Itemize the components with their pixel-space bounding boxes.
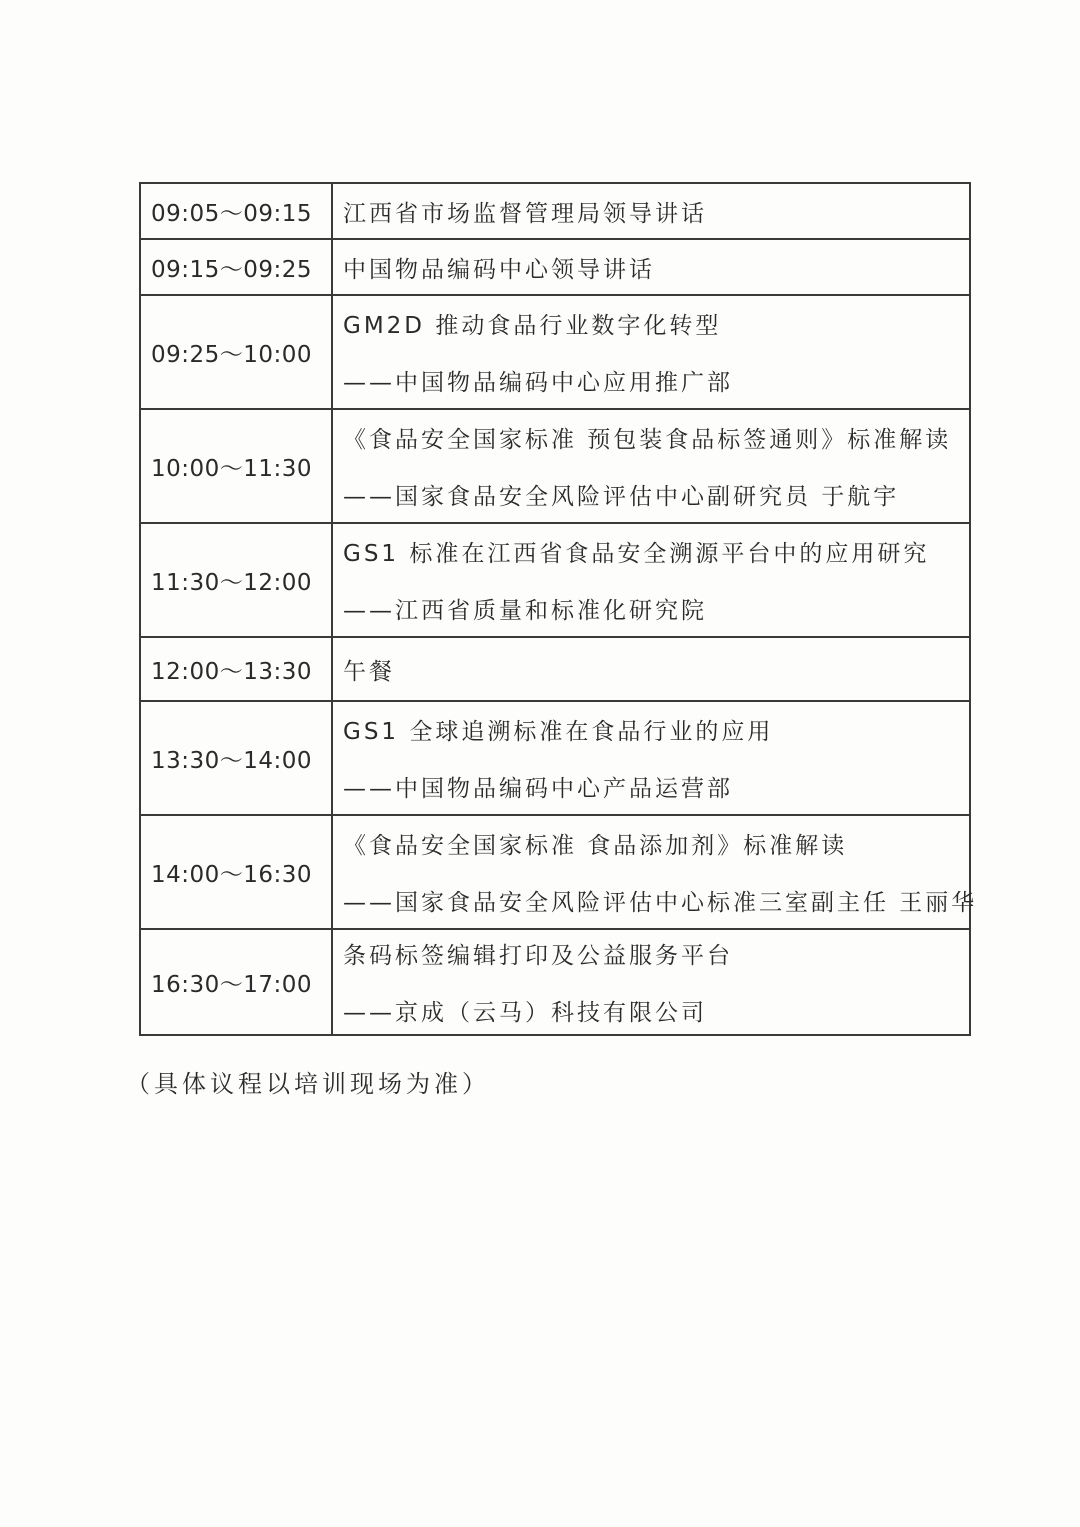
table-row bbox=[140, 239, 970, 295]
topic-speaker: ——中国物品编码中心产品运营部 bbox=[343, 776, 733, 802]
time-cell: 13:30～14:00 bbox=[140, 701, 332, 815]
topic-speaker: ——国家食品安全风险评估中心标准三室副主任 王丽华 bbox=[343, 890, 978, 916]
topic-cell bbox=[332, 815, 978, 929]
table-row bbox=[140, 523, 970, 637]
table-row bbox=[140, 815, 970, 929]
time-cell: 12:00～13:30 bbox=[140, 637, 332, 701]
time-cell: 09:15～09:25 bbox=[140, 239, 332, 295]
topic-speaker: ——中国物品编码中心应用推广部 bbox=[343, 370, 733, 396]
agenda-table bbox=[139, 182, 978, 1036]
topic-title: 中国物品编码中心领导讲话 bbox=[343, 256, 655, 283]
table-row bbox=[140, 183, 970, 239]
time-cell: 09:05～09:15 bbox=[140, 183, 332, 239]
time-cell: 11:30～12:00 bbox=[140, 523, 332, 637]
topic-speaker: ——京成（云马）科技有限公司 bbox=[343, 1000, 707, 1026]
time-cell: 14:00～16:30 bbox=[140, 815, 332, 929]
topic-cell bbox=[332, 523, 970, 637]
time-cell: 10:00～11:30 bbox=[140, 409, 332, 523]
table-row bbox=[140, 295, 970, 409]
topic-title: 《食品安全国家标准 预包装食品标签通则》标准解读 bbox=[343, 427, 952, 453]
topic-cell bbox=[332, 701, 970, 815]
topic-speaker: ——国家食品安全风险评估中心副研究员 于航宇 bbox=[343, 484, 900, 510]
topic-cell bbox=[332, 183, 970, 239]
topic-title: GS1 全球追溯标准在食品行业的应用 bbox=[343, 719, 774, 745]
table-row bbox=[140, 929, 970, 1035]
topic-title: GS1 标准在江西省食品安全溯源平台中的应用研究 bbox=[343, 541, 930, 567]
agenda-note: （具体议程以培训现场为准） bbox=[126, 1070, 490, 1098]
topic-cell bbox=[332, 295, 970, 409]
table-row bbox=[140, 701, 970, 815]
topic-cell bbox=[332, 929, 970, 1035]
time-cell: 16:30～17:00 bbox=[140, 929, 332, 1035]
topic-title: 《食品安全国家标准 食品添加剂》标准解读 bbox=[343, 833, 848, 859]
topic-speaker: ——江西省质量和标准化研究院 bbox=[343, 598, 707, 624]
table-row bbox=[140, 409, 970, 523]
topic-title: 江西省市场监督管理局领导讲话 bbox=[343, 200, 707, 227]
topic-cell bbox=[332, 409, 970, 523]
topic-title: 午餐 bbox=[343, 658, 395, 685]
table-row bbox=[140, 637, 970, 701]
topic-cell bbox=[332, 637, 970, 701]
topic-title: GM2D 推动食品行业数字化转型 bbox=[343, 313, 722, 339]
topic-cell bbox=[332, 239, 970, 295]
topic-title: 条码标签编辑打印及公益服务平台 bbox=[343, 943, 733, 969]
time-cell: 09:25～10:00 bbox=[140, 295, 332, 409]
